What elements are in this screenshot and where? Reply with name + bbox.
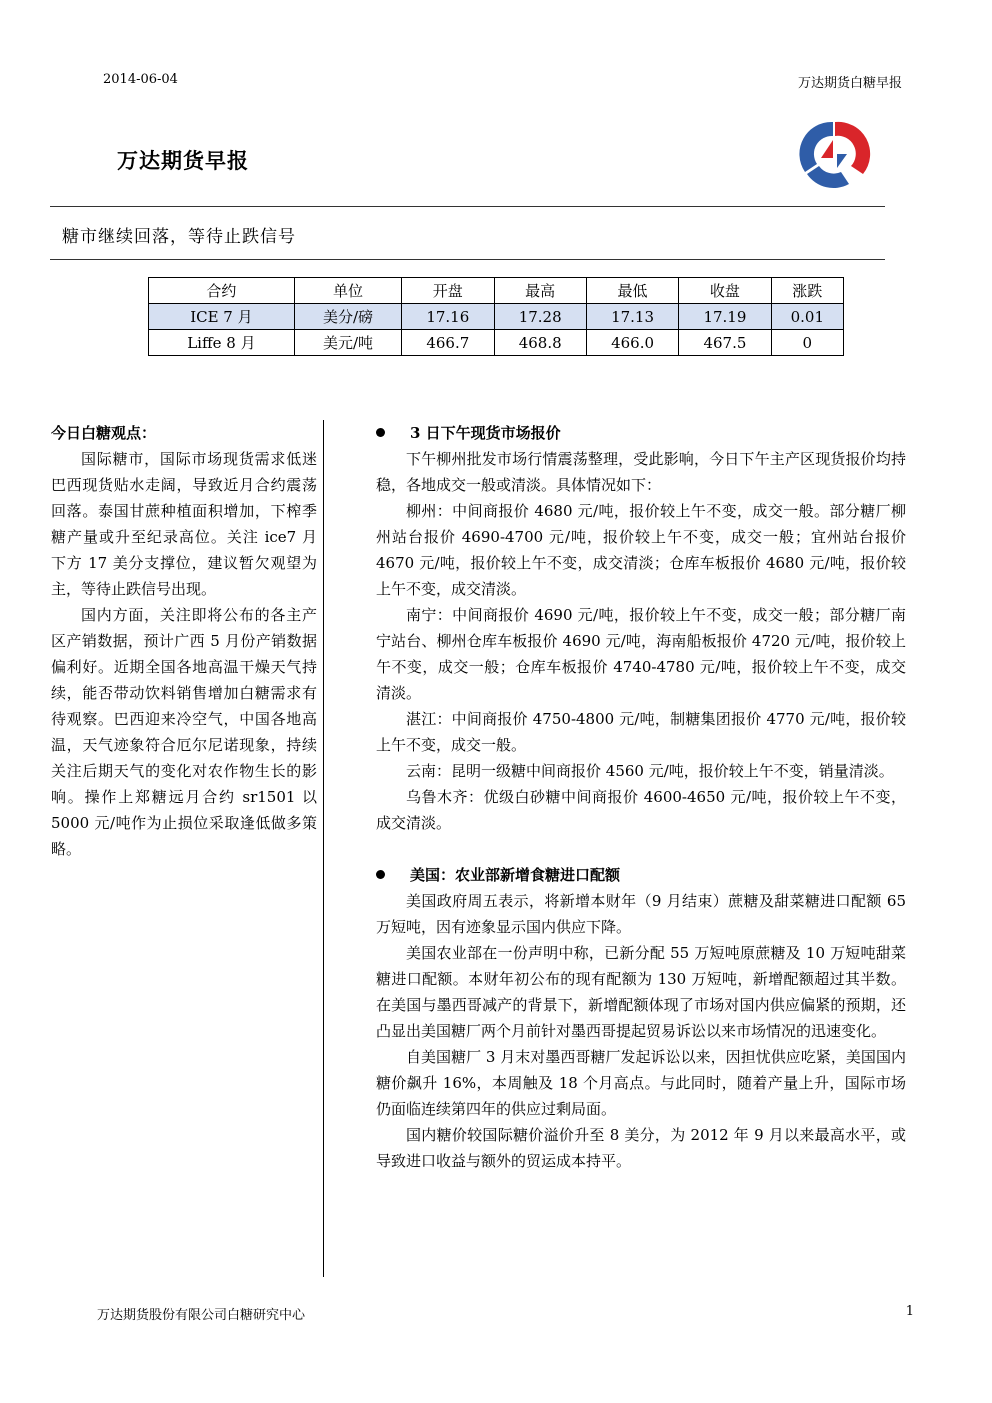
bullet-icon xyxy=(376,870,385,879)
cell-change: 0 xyxy=(771,330,843,356)
news-column xyxy=(376,420,906,1174)
daily-view-paragraph: 国内方面，关注即将公布的各主产区产销数据，预计广西 5 月份产销数据偏利好。近期全国各地高温干燥天气持续，能否带动饮料销售增加白糖需求有待观察。巴西迎来冷空气，中国各地高温，天气迹象符合厄尔尼诺现象，持续关注后期天气的变化对农作物生长的影响。操作上郑糖远月合约 sr1501 以 5000 元/吨作为止损位采取逢低做多策略。 xyxy=(51,606,317,858)
col-header-contract: 合约 xyxy=(149,278,295,304)
table-row xyxy=(149,330,844,356)
page-number: 1 xyxy=(905,1304,914,1319)
cell-unit: 美元/吨 xyxy=(294,330,401,356)
cell-low: 466.0 xyxy=(586,330,678,356)
subtitle-divider xyxy=(50,259,885,260)
section-title-text: 美国：农业部新增食糖进口配额 xyxy=(410,866,621,884)
cell-contract: ICE 7 月 xyxy=(149,304,295,330)
cell-high: 468.8 xyxy=(494,330,586,356)
section-paragraph: 柳州：中间商报价 4680 元/吨，报价较上午不变，成交一般。部分糖厂柳州站台报价 4690-4700 元/吨，报价较上午不变，成交一般；宜州站台报价 4670 元/吨，报价较上午不变，成交清淡；仓库车板报价 4680 元/吨，报价较上午不变，成交清淡。 xyxy=(376,502,906,598)
section-spacer xyxy=(376,836,906,862)
header-report-name: 万达期货白糖早报 xyxy=(797,76,902,91)
cell-low: 17.13 xyxy=(586,304,678,330)
report-subtitle: 糖市继续回落，等待止跌信号 xyxy=(62,227,296,247)
col-header-change: 涨跌 xyxy=(771,278,843,304)
section-paragraph: 下午柳州批发市场行情震荡整理，受此影响，今日下午主产区现货报价均持稳，各地成交一般或清淡。具体情况如下： xyxy=(376,450,906,494)
section-paragraph: 自美国糖厂 3 月末对墨西哥糖厂发起诉讼以来，因担忧供应吃紧，美国国内糖价飙升 16%，本周触及 18 个月高点。与此同时，随着产量上升，国际市场仍面临连续第四年的供应过剩局面。 xyxy=(376,1048,906,1118)
section-title xyxy=(376,862,906,888)
cell-contract: Liffe 8 月 xyxy=(149,330,295,356)
col-header-high: 最高 xyxy=(494,278,586,304)
cell-open: 466.7 xyxy=(402,330,494,356)
daily-view-column xyxy=(51,420,317,862)
bullet-icon xyxy=(376,428,385,437)
cell-change: 0.01 xyxy=(771,304,843,330)
section-paragraph: 美国农业部在一份声明中称，已新分配 55 万短吨原蔗糖及 10 万短吨甜菜糖进口配额。本财年初公布的现有配额为 130 万短吨，新增配额超过其半数。在美国与墨西哥减产的背景下，新增配额体现了市场对国内供应偏紧的预期，还凸显出美国糖厂两个月前针对墨西哥提起贸易诉讼以来市场情况的迅速变化。 xyxy=(376,944,906,1040)
column-divider xyxy=(323,420,324,1277)
section-paragraph: 国内糖价较国际糖价溢价升至 8 美分，为 2012 年 9 月以来最高水平，或导致进口收益与额外的贸运成本持平。 xyxy=(376,1126,906,1170)
cell-high: 17.28 xyxy=(494,304,586,330)
col-header-unit: 单位 xyxy=(294,278,401,304)
section-paragraph: 南宁：中间商报价 4690 元/吨，报价较上午不变，成交一般；部分糖厂南宁站台、柳州仓库车板报价 4690 元/吨，海南船板报价 4720 元/吨，报价较上午不变，成交一般；仓库车板报价 4740-4780 元/吨，报价较上午不变，成交清淡。 xyxy=(376,606,906,702)
cell-close: 17.19 xyxy=(679,304,771,330)
cell-close: 467.5 xyxy=(679,330,771,356)
col-header-open: 开盘 xyxy=(402,278,494,304)
report-title: 万达期货早报 xyxy=(117,148,249,173)
table-row xyxy=(149,304,844,330)
cell-open: 17.16 xyxy=(402,304,494,330)
section-title-text: 3 日下午现货市场报价 xyxy=(410,424,561,442)
col-header-close: 收盘 xyxy=(679,278,771,304)
report-date: 2014-06-04 xyxy=(103,72,178,87)
daily-view-heading: 今日白糖观点： xyxy=(51,424,157,442)
section-paragraph: 湛江：中间商报价 4750-4800 元/吨，制糖集团报价 4770 元/吨，报价较上午不变，成交一般。 xyxy=(376,710,906,754)
daily-view-paragraph: 国际糖市，国际市场现货需求低迷巴西现货贴水走阔，导致近月合约震荡回落。泰国甘蔗种植面积增加，下榨季糖产量或升至纪录高位。关注 ice7 月下方 17 美分支撑位，建议暂欠观望为主，等待止跌信号出现。 xyxy=(51,450,317,598)
col-header-low: 最低 xyxy=(586,278,678,304)
section-paragraph: 乌鲁木齐：优级白砂糖中间商报价 4600-4650 元/吨，报价较上午不变，成交清淡。 xyxy=(376,788,906,832)
quote-table xyxy=(148,277,844,356)
footer-organization: 万达期货股份有限公司白糖研究中心 xyxy=(97,1308,306,1323)
quote-table-header-row xyxy=(149,278,844,304)
section-paragraph: 美国政府周五表示，将新增本财年（9 月结束）蔗糖及甜菜糖进口配额 65 万短吨，因有迹象显示国内供应下降。 xyxy=(376,892,906,936)
section-title xyxy=(376,420,906,446)
section-paragraph: 云南：昆明一级糖中间商报价 4560 元/吨，报价较上午不变，销量清淡。 xyxy=(406,762,894,780)
wanda-futures-logo-icon xyxy=(793,114,873,194)
cell-unit: 美分/磅 xyxy=(294,304,401,330)
title-divider xyxy=(50,206,885,207)
